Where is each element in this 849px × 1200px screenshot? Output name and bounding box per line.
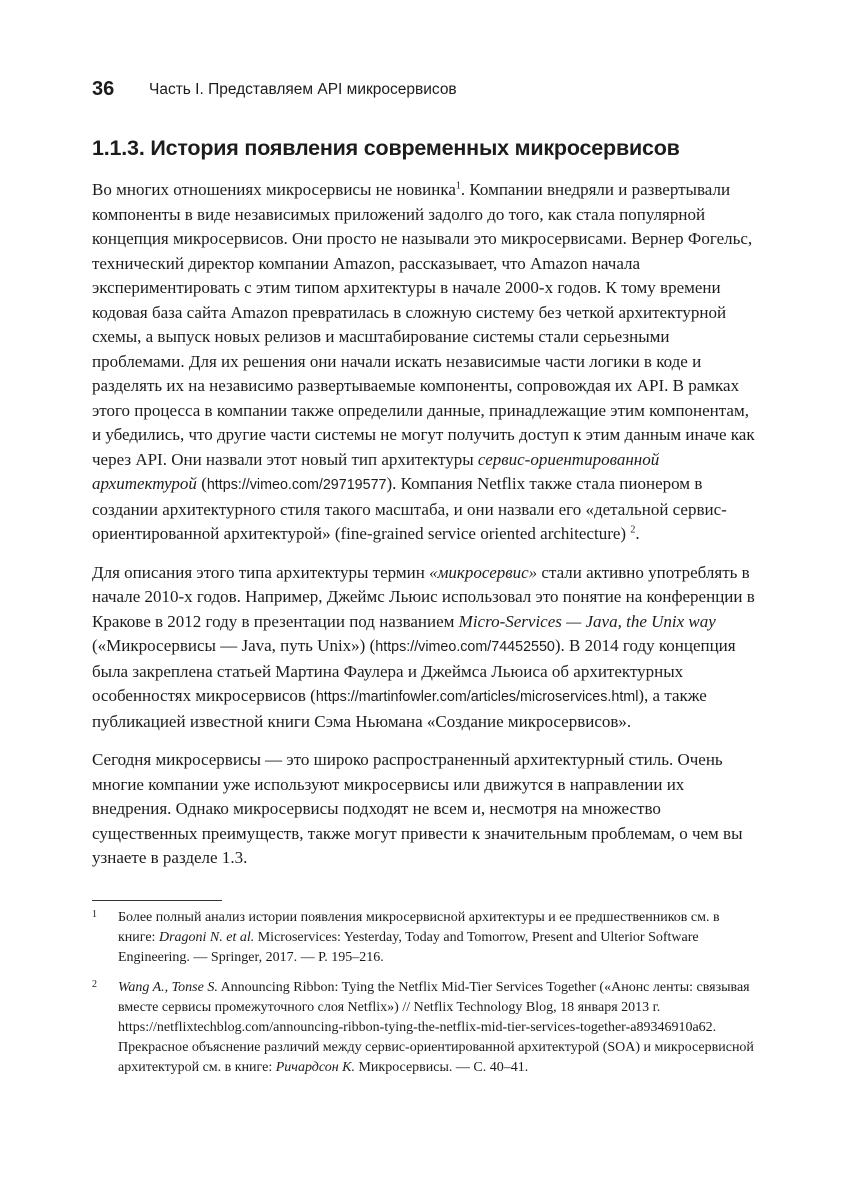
paragraph-3: Сегодня микросервисы — это широко распространенный архитектурный стиль. Очень многие компании уже используют микросервисы или движутся в направлении их внедрения. Однако микросервисы подходят не всем и, несмотря на множество существенных преимуществ, также могут привести к значительным проблемам, о чем вы узнаете в разделе 1.3. (92, 750, 743, 867)
p1-text-d: ). Компания Netflix также стала пионером в создании архитектурного стиля такого масштаба, и они назвали его «детальной сервис-ориентированной архитектурой» (fine-grained service oriented architecture) (92, 474, 727, 543)
vimeo-link-1[interactable]: https://vimeo.com/29719577 (206, 477, 387, 493)
p2-text-e: ), а также публикацией известной книги Сэма Ньюмана «Создание микросервисов». (92, 686, 707, 731)
p1-term: сервис-ориентированной архитектурой (92, 449, 660, 493)
footnote-number: 2 (92, 979, 97, 990)
fn2-author: Wang A., Tonse S. (118, 980, 218, 995)
footnotes (92, 908, 757, 1088)
p1-text-b: . Компании внедряли и развертывали компоненты в виде независимых приложений задолго до того, как стала популярной концепция микросервисов. Они просто не называли это микросервисами. Вернер Фогельс, технический директор компании Amazon, рассказывает, что Amazon начала экспериментировать с этим типом архитектуры в начале 2000-х годов. К тому времени кодовая база сайта Amazon превратилась в сложную систему без четкой архитектурной схемы, а выпуск новых релизов и масштабирование системы стали серьезными проблемами. Для их решения они начали искать независимые части логики в коде и разделять их на независимо развертываемые компоненты, сопровождая их API. В рамках этого процесса в компании также определили данные, принадлежащие этим компонентам, и убедились, что другие части системы не могут получить доступ к этим данным иначе как через API. Они назвали этот новый тип архитектуры (92, 180, 755, 469)
p2-text-c: («Микросервисы — Java, путь Unix») ( (92, 636, 376, 655)
p2-text-d: ). В 2014 году концепция была закреплена статьей Мартина Фаулера и Джеймса Льюиса об архитектурных особенностях микросервисов ( (92, 636, 736, 705)
fn1-text-b: Microservices: Yesterday, Today and Tomorrow, Present and Ulterior Software Engineering. — Springer, 2017. — P. 195–216. (118, 930, 699, 965)
footnote-ref-1[interactable]: 1 (455, 180, 461, 192)
fn2-author-2: Ричардсон К. (275, 1060, 355, 1075)
fn2-text-a: Announcing Ribbon: Tying the Netflix Mid-Tier Services Together («Анонс ленты: связывая вместе сервисы промежуточного слоя Netflix») // Netflix Technology Blog, 18 января 2013 г. https://netflixtechblog.com/announcing-ribbon-tying-the-netflix-mid-tier-services-together-a89346910a62. Прекрасное объяснение различий между сервис-ориентированной архитектурой (SOA) и микросервисной архитектурой см. в книге: (118, 980, 754, 1075)
footnote-text (118, 978, 757, 1078)
martinfowler-link[interactable]: https://martinfowler.com/articles/microservices.html (315, 689, 639, 705)
footnote-number: 1 (92, 909, 97, 920)
footnote-2 (92, 978, 757, 1078)
p2-term: «микросервис» (429, 562, 538, 582)
p1-text-a: Во многих отношениях микросервисы не новинка (92, 180, 456, 199)
vimeo-link-2[interactable]: https://vimeo.com/74452550 (375, 639, 555, 655)
body-text (92, 178, 757, 885)
p1-text-e: . (635, 524, 640, 543)
paragraph-1 (92, 178, 757, 547)
page-number: 36 (92, 78, 115, 100)
running-header (92, 78, 762, 104)
fn2-text-b: Микросервисы. — С. 40–41. (354, 1060, 529, 1075)
footnote-text (118, 908, 757, 968)
paragraph-2 (92, 561, 757, 735)
part-title: Часть I. Представляем API микросервисов (149, 81, 457, 98)
footnote-divider (92, 900, 222, 901)
p2-talk-title: Micro-Services — Java, the Unix way (458, 611, 716, 631)
fn1-author: Dragoni N. et al. (158, 930, 255, 945)
p2-text-b: стали активно употреблять в начале 2010-х годов. Например, Джеймс Льюис использовал это понятие на конференции в Кракове в 2012 году в презентации под названием (92, 562, 755, 631)
section-heading: 1.1.3. История появления современных микросервисов (92, 136, 680, 160)
footnote-ref-2[interactable]: 2 (630, 524, 636, 536)
p2-text-a: Для описания этого типа архитектуры термин (92, 562, 430, 582)
footnote-1 (92, 908, 757, 968)
p1-text-c: ( (196, 474, 207, 493)
fn1-text-a: Более полный анализ истории появления микросервисной архитектуры и ее предшественников см. в книге: (118, 910, 720, 945)
